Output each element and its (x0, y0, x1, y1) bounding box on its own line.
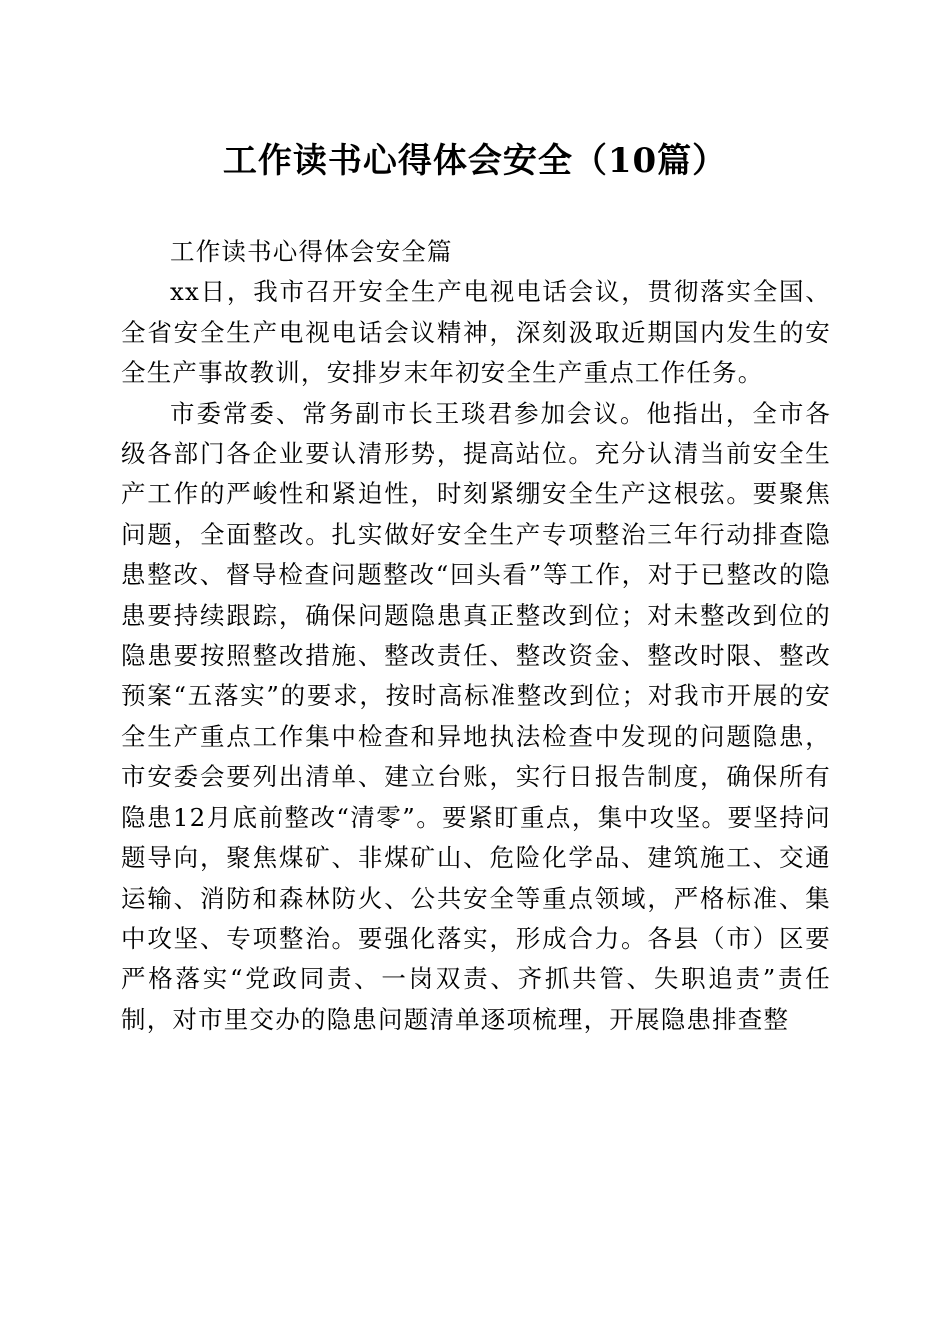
paragraph-meeting-intro: xx日，我市召开安全生产电视电话会议，贯彻落实全国、全省安全生产电视电话会议精神，深刻汲取近期国内发生的安全生产事故教训，安排岁末年初安全生产重点工作任务。 (121, 277, 831, 388)
document-title: 工作读书心得体会安全（10篇） (222, 141, 728, 181)
section-heading: 工作读书心得体会安全篇 (170, 237, 453, 266)
document-body (121, 232, 831, 1040)
paragraph-meeting-remarks: 市委常委、常务副市长王琰君参加会议。他指出，全市各级各部门各企业要认清形势，提高站位。充分认清当前安全生产工作的严峻性和紧迫性，时刻紧绷安全生产这根弦。要聚焦问题，全面整改。扎实做好安全生产专项整治三年行动排查隐患整改、督导检查问题整改“回头看”等工作，对于已整改的隐患要持续跟踪，确保问题隐患真正整改到位；对未整改到位的隐患要按照整改措施、整改责任、整改资金、整改时限、整改预案“五落实”的要求，按时高标准整改到位；对我市开展的安全生产重点工作集中检查和异地执法检查中发现的问题隐患，市安委会要列出清单、建立台账，实行日报告制度，确保所有隐患12月底前整改“清零”。要紧盯重点，集中攻坚。要坚持问题导向，聚焦煤矿、非煤矿山、危险化学品、建筑施工、交通运输、消防和森林防火、公共安全等重点领域，严格标准、集中攻坚、专项整治。要强化落实，形成合力。各县（市）区要严格落实“党政同责、一岗双责、齐抓共管、失职追责”责任制，对市里交办的隐患问题清单逐项梳理，开展隐患排查整 (121, 398, 831, 1034)
